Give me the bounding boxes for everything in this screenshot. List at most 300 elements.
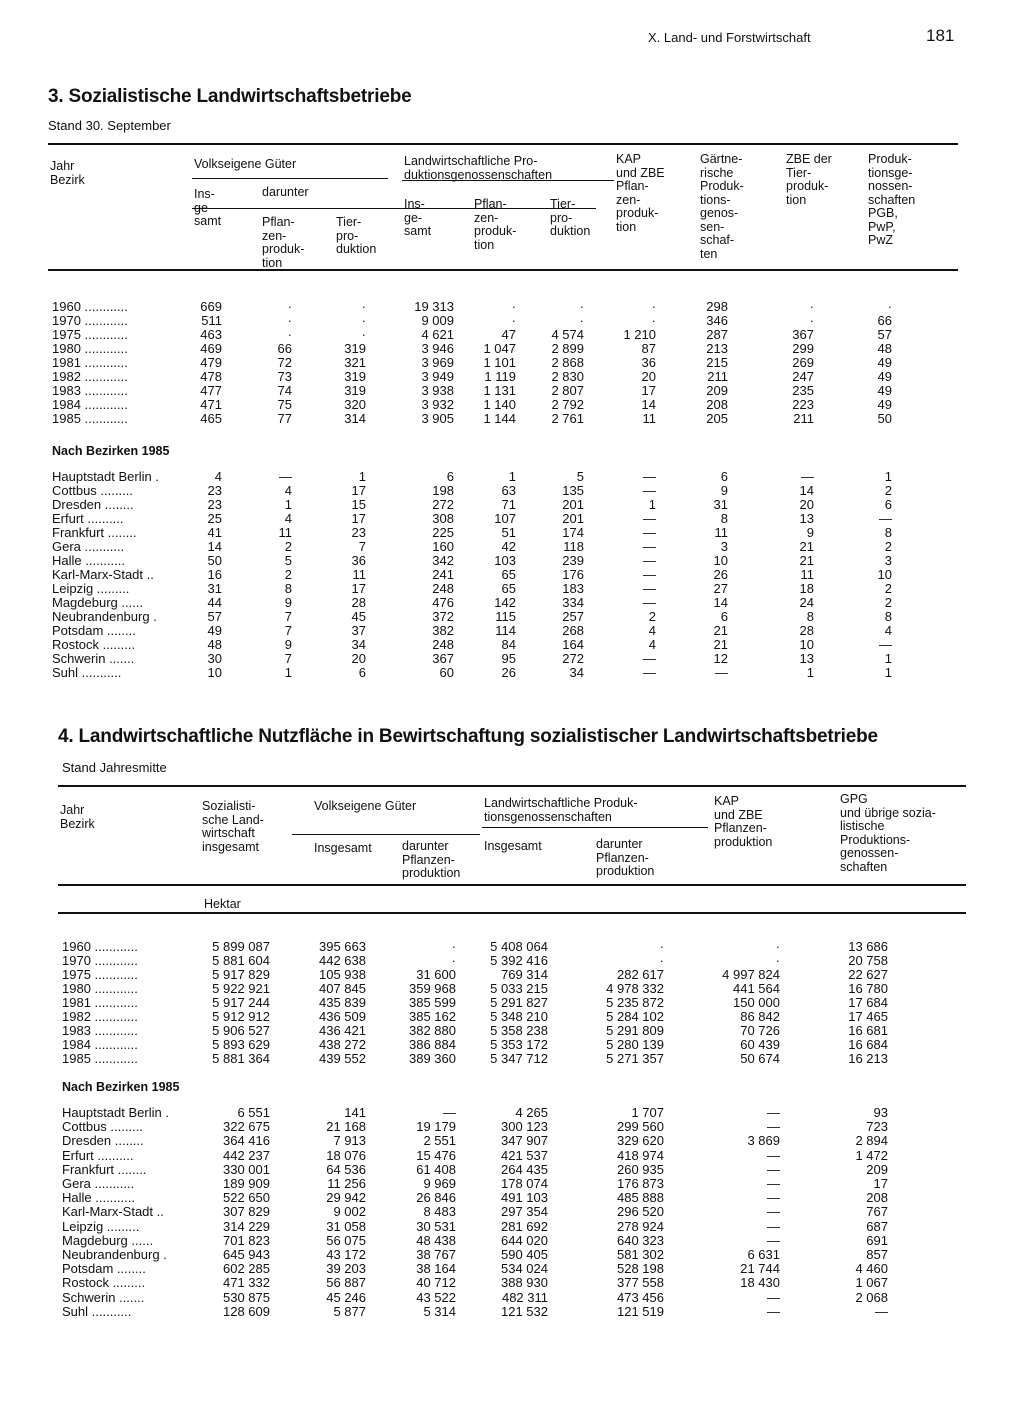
table-cell: — <box>767 1218 780 1234</box>
district-row <box>0 1191 1024 1205</box>
table-cell: 438 272 <box>319 1037 366 1052</box>
row-label: Potsdam ........ <box>62 1262 146 1277</box>
table-cell: 118 <box>563 539 584 554</box>
table-cell: 20 <box>351 651 366 666</box>
table-cell: 45 246 <box>326 1289 366 1305</box>
t4-head-jahr: Jahr Bezirk <box>60 803 95 831</box>
table-cell: 18 076 <box>326 1147 366 1163</box>
table-cell: 321 <box>344 355 366 370</box>
table-cell: 26 846 <box>416 1190 456 1206</box>
table-cell: 347 907 <box>501 1133 548 1149</box>
row-label: Magdeburg ...... <box>52 596 144 610</box>
table3-header-rule <box>48 269 958 271</box>
table-cell: 37 <box>351 623 366 638</box>
table-cell: 3 <box>720 539 728 554</box>
table-cell: 2 868 <box>551 355 584 370</box>
row-label: Gera ........... <box>52 540 125 554</box>
row-label: Leipzig ......... <box>52 582 130 596</box>
table-cell: 465 <box>200 411 222 426</box>
table-cell: 9 002 <box>333 1204 366 1220</box>
district-row <box>0 624 1024 638</box>
table-cell: 84 <box>501 637 516 652</box>
table-cell: 272 <box>562 651 584 666</box>
table-cell: — <box>279 469 292 484</box>
table-cell: 3 <box>884 553 892 568</box>
district-row <box>0 1276 1024 1290</box>
table-cell: · <box>361 313 366 328</box>
table-cell: 66 <box>877 313 892 328</box>
table-cell: 5 912 912 <box>212 1009 270 1024</box>
table-cell: 530 875 <box>223 1289 270 1305</box>
table-cell: 644 020 <box>501 1232 548 1248</box>
table-cell: 7 <box>358 539 366 554</box>
table-cell: 7 913 <box>333 1133 366 1149</box>
table-cell: 471 332 <box>223 1275 270 1291</box>
table-cell: — <box>767 1289 780 1305</box>
year-row <box>0 1038 1024 1052</box>
table-cell: 377 558 <box>617 1275 664 1291</box>
row-label: 1970 ............ <box>62 954 138 968</box>
row-label: 1960 ............ <box>52 300 128 314</box>
table-cell: 439 552 <box>319 1051 366 1066</box>
table-cell: 418 974 <box>617 1147 664 1163</box>
table-cell: 701 823 <box>223 1232 270 1248</box>
table-cell: 372 <box>432 609 454 624</box>
district-row <box>0 1120 1024 1134</box>
table-cell: 11 <box>642 411 656 426</box>
row-label: Potsdam ........ <box>52 624 136 638</box>
t3-head-veg-darunter: darunter <box>262 185 309 199</box>
table-cell: 31 <box>207 581 222 596</box>
table-cell: 640 323 <box>617 1232 664 1248</box>
table-cell: 223 <box>792 397 814 412</box>
table-cell: 77 <box>277 411 292 426</box>
table-cell: 20 <box>799 497 814 512</box>
table-cell: 176 <box>562 567 584 582</box>
row-label: 1985 ............ <box>52 412 128 426</box>
table-cell: 5 881 364 <box>212 1051 270 1066</box>
table-cell: 435 839 <box>319 995 366 1010</box>
table-cell: 2 <box>284 539 292 554</box>
year-row <box>0 996 1024 1010</box>
table-cell: 86 842 <box>740 1009 780 1024</box>
table-cell: 1 <box>648 497 656 512</box>
table-cell: 287 <box>706 327 728 342</box>
table-cell: 64 536 <box>326 1161 366 1177</box>
row-label: Erfurt .......... <box>62 1148 134 1163</box>
table-cell: 17 <box>873 1176 888 1191</box>
table-cell: · <box>887 299 892 314</box>
table-cell: 141 <box>344 1105 366 1120</box>
table-cell: · <box>511 313 516 328</box>
table-cell: 14 <box>799 483 814 498</box>
district-row <box>0 1134 1024 1148</box>
table-cell: 691 <box>866 1232 888 1248</box>
table-cell: 38 767 <box>416 1247 456 1262</box>
table-cell: · <box>511 299 516 314</box>
table-cell: 5 271 357 <box>606 1051 664 1066</box>
table-cell: 282 617 <box>617 967 664 982</box>
table-cell: 17 684 <box>848 995 888 1010</box>
table-cell: 471 <box>200 397 222 412</box>
table-cell: 49 <box>877 383 892 398</box>
table-cell: 50 <box>207 553 222 568</box>
table-cell: 257 <box>562 609 584 624</box>
t4-head-lpg-dar: darunter Pflanzen- produktion <box>596 837 655 878</box>
table-cell: 247 <box>792 369 814 384</box>
table-cell: 208 <box>706 397 728 412</box>
table-cell: — <box>643 595 656 610</box>
t3-head-veg-tier: Tier- pro- duktion <box>336 215 377 256</box>
table-cell: 5 280 139 <box>606 1037 664 1052</box>
table-cell: 5 <box>284 553 292 568</box>
table-cell: 491 103 <box>501 1190 548 1206</box>
table-cell: 268 <box>562 623 584 638</box>
table-cell: 346 <box>706 313 728 328</box>
table-cell: 1 047 <box>483 341 516 356</box>
table3-top-rule <box>48 143 958 145</box>
table-cell: 3 905 <box>421 411 454 426</box>
table-cell: 183 <box>562 581 584 596</box>
table-cell: 10 <box>713 553 728 568</box>
table-cell: 48 <box>207 637 222 652</box>
table-cell: 5 917 829 <box>212 967 270 982</box>
table-cell: 1 131 <box>483 383 516 398</box>
table-cell: 7 <box>284 651 292 666</box>
row-label: Rostock ......... <box>62 1276 146 1291</box>
table-cell: 201 <box>562 497 584 512</box>
table-cell: 211 <box>707 369 728 384</box>
table-cell: 308 <box>432 511 454 526</box>
table-cell: — <box>875 1303 888 1319</box>
table-cell: 8 483 <box>423 1204 456 1220</box>
table-cell: 269 <box>792 355 814 370</box>
table-cell: 581 302 <box>617 1247 664 1262</box>
t4-head-gpg: GPG und übrige sozia- listische Produktions- genossen- schaften <box>840 792 936 874</box>
table-cell: 687 <box>866 1218 888 1234</box>
table-cell: 319 <box>344 341 366 356</box>
table-cell: · <box>287 299 292 314</box>
table-cell: 5 291 809 <box>606 1023 664 1038</box>
table-cell: 135 <box>562 483 584 498</box>
table-cell: 436 509 <box>319 1009 366 1024</box>
row-label: 1984 ............ <box>52 398 128 412</box>
t3-head-kap: KAP und ZBE Pflan- zen- produk- tion <box>616 152 665 234</box>
table-cell: 50 674 <box>740 1051 780 1066</box>
table-cell: 26 <box>501 665 516 680</box>
table-cell: — <box>879 511 892 526</box>
table-cell: 1 <box>884 651 892 666</box>
table-cell: 18 <box>799 581 814 596</box>
table-cell: 17 <box>351 511 366 526</box>
table-cell: 2 <box>884 539 892 554</box>
year-row <box>0 412 1024 426</box>
table-cell: 107 <box>494 511 516 526</box>
table-cell: 13 686 <box>848 939 888 954</box>
table3-subtitle: Stand 30. September <box>48 118 171 133</box>
row-label: 1970 ............ <box>52 314 128 328</box>
table-cell: 105 938 <box>319 967 366 982</box>
table-cell: · <box>651 299 656 314</box>
table-cell: 176 873 <box>617 1176 664 1191</box>
table-cell: · <box>451 939 456 954</box>
table-cell: 442 638 <box>319 953 366 968</box>
table-cell: 1 144 <box>483 411 516 426</box>
table-cell: — <box>879 637 892 652</box>
table-cell: · <box>659 953 664 968</box>
row-label: 1982 ............ <box>52 370 128 384</box>
table-cell: 70 726 <box>740 1023 780 1038</box>
year-row <box>0 940 1024 954</box>
table-cell: 27 <box>713 581 728 596</box>
table-cell: 1 <box>884 469 892 484</box>
table-cell: 478 <box>200 369 222 384</box>
table-cell: · <box>809 313 814 328</box>
table-cell: 44 <box>207 595 222 610</box>
t4-head-soz: Sozialisti- sche Land- wirtschaft insgesamt <box>202 799 264 854</box>
table-cell: 359 968 <box>409 981 456 996</box>
table-cell: 1 707 <box>631 1105 664 1120</box>
table-cell: 4 574 <box>551 327 584 342</box>
t4-head-lpg: Landwirtschaftliche Produk- tionsgenossenschaften <box>484 796 638 824</box>
table-cell: 5 033 215 <box>490 981 548 996</box>
table-cell: 74 <box>277 383 292 398</box>
t3-head-lpg-tier: Tier- pro- duktion <box>550 197 591 238</box>
t3-head-veg: Volkseigene Güter <box>194 157 297 171</box>
table-cell: 314 <box>344 411 366 426</box>
year-row <box>0 314 1024 328</box>
table-cell: 1 <box>884 665 892 680</box>
row-label: Magdeburg ...... <box>62 1233 154 1248</box>
table-cell: 2 792 <box>551 397 584 412</box>
table-cell: 241 <box>432 567 454 582</box>
table-cell: 14 <box>207 539 222 554</box>
table-cell: 31 <box>713 497 728 512</box>
table-cell: 2 807 <box>551 383 584 398</box>
table-cell: 1 067 <box>855 1275 888 1291</box>
table-cell: — <box>767 1105 780 1120</box>
table-cell: 47 <box>501 327 516 342</box>
table-cell: 367 <box>432 651 454 666</box>
district-row <box>0 1305 1024 1319</box>
table3-title: 3. Sozialistische Landwirtschaftsbetriebe <box>48 86 412 107</box>
table-cell: 2 068 <box>855 1289 888 1305</box>
table-cell: 723 <box>866 1119 888 1135</box>
table-cell: 13 <box>799 651 814 666</box>
table-cell: 4 997 824 <box>722 967 780 982</box>
table-cell: 51 <box>501 525 516 540</box>
year-row <box>0 1010 1024 1024</box>
table-cell: — <box>643 581 656 596</box>
table-cell: 23 <box>207 483 222 498</box>
table-cell: 1 <box>284 497 292 512</box>
table-cell: 2 <box>884 581 892 596</box>
table-cell: 10 <box>799 637 814 652</box>
table-cell: 1 119 <box>484 369 516 384</box>
district-row <box>0 1205 1024 1219</box>
table-cell: 442 237 <box>223 1147 270 1163</box>
t3-head-pgb: Produk- tionsge- nossen- schaften PGB, PwP, PwZ <box>868 152 916 247</box>
table-cell: 71 <box>501 497 516 512</box>
table-cell: — <box>643 539 656 554</box>
table-cell: 215 <box>706 355 728 370</box>
table-cell: · <box>659 939 664 954</box>
table-cell: 307 829 <box>223 1204 270 1220</box>
table-cell: 300 123 <box>501 1119 548 1135</box>
table-cell: 3 938 <box>421 383 454 398</box>
district-row <box>0 1248 1024 1262</box>
table-cell: 22 627 <box>848 967 888 982</box>
district-row <box>0 666 1024 680</box>
row-label: Schwerin ....... <box>52 652 135 666</box>
table-cell: 8 <box>284 581 292 596</box>
table-cell: 479 <box>200 355 222 370</box>
table-cell: 39 203 <box>326 1261 366 1277</box>
table-cell: 5 <box>576 469 584 484</box>
t3-head-lpg: Landwirtschaftliche Pro- duktionsgenossenschaften <box>404 154 553 182</box>
table-cell: 9 <box>720 483 728 498</box>
table-cell: 441 564 <box>733 981 780 996</box>
table-cell: 8 <box>806 609 814 624</box>
table-cell: 21 168 <box>326 1119 366 1135</box>
row-label: 1983 ............ <box>52 384 128 398</box>
table-cell: 482 311 <box>501 1289 548 1305</box>
table-cell: 2 <box>648 609 656 624</box>
table-cell: 296 520 <box>617 1204 664 1220</box>
table-cell: 189 909 <box>223 1176 270 1191</box>
table-cell: — <box>643 525 656 540</box>
table-cell: — <box>643 567 656 582</box>
table-cell: 11 <box>800 567 814 582</box>
table-cell: 17 <box>351 483 366 498</box>
year-row <box>0 398 1024 412</box>
table-cell: 3 969 <box>421 355 454 370</box>
table-cell: 5 899 087 <box>212 939 270 954</box>
table-cell: 389 360 <box>409 1051 456 1066</box>
table3-section-label: Nach Bezirken 1985 <box>52 444 170 458</box>
row-label: Dresden ........ <box>52 498 134 512</box>
table-cell: 8 <box>720 511 728 526</box>
row-label: 1984 ............ <box>62 1038 138 1052</box>
row-label: Hauptstadt Berlin . <box>62 1106 169 1120</box>
table-cell: 174 <box>562 525 584 540</box>
table-cell: 42 <box>501 539 516 554</box>
table-cell: 17 465 <box>848 1009 888 1024</box>
table-cell: 10 <box>207 665 222 680</box>
table-cell: 9 <box>284 637 292 652</box>
table-cell: 24 <box>799 595 814 610</box>
year-row <box>0 300 1024 314</box>
table-cell: 41 <box>207 525 222 540</box>
table-cell: 382 <box>432 623 454 638</box>
table-cell: 30 <box>207 651 222 666</box>
table-cell: 209 <box>706 383 728 398</box>
t3-head-veg-ins: Ins- ge- samt <box>194 187 222 228</box>
row-label: Dresden ........ <box>62 1134 144 1149</box>
table-cell: 36 <box>641 355 656 370</box>
table4-subtitle: Stand Jahresmitte <box>62 760 167 775</box>
table-cell: 5 291 827 <box>490 995 548 1010</box>
district-row <box>0 1291 1024 1305</box>
table-cell: 3 949 <box>421 369 454 384</box>
district-row <box>0 554 1024 568</box>
table-cell: 5 408 064 <box>490 939 548 954</box>
row-label: 1981 ............ <box>62 996 138 1010</box>
table-cell: 299 <box>792 341 814 356</box>
table-cell: 31 600 <box>416 967 456 982</box>
table-cell: 385 599 <box>409 995 456 1010</box>
table-cell: 28 <box>351 595 366 610</box>
table-cell: 299 560 <box>617 1119 664 1135</box>
table-cell: 4 <box>214 469 222 484</box>
table-cell: 103 <box>494 553 516 568</box>
district-row <box>0 610 1024 624</box>
table-cell: 2 761 <box>551 411 584 426</box>
year-row <box>0 384 1024 398</box>
table-cell: 65 <box>501 567 516 582</box>
table-cell: 477 <box>200 383 222 398</box>
table-cell: 73 <box>277 369 292 384</box>
table-cell: 5 348 210 <box>490 1009 548 1024</box>
table-cell: 43 522 <box>416 1289 456 1305</box>
table-cell: — <box>643 651 656 666</box>
table-cell: 208 <box>866 1190 888 1206</box>
table-cell: 388 930 <box>501 1275 548 1291</box>
year-row <box>0 356 1024 370</box>
table-cell: 16 684 <box>848 1037 888 1052</box>
row-label: 1983 ............ <box>62 1024 138 1038</box>
table-cell: 61 408 <box>416 1161 456 1177</box>
row-label: Cottbus ......... <box>62 1120 143 1135</box>
table-cell: 36 <box>351 553 366 568</box>
table-cell: 75 <box>277 397 292 412</box>
table-cell: 5 392 416 <box>490 953 548 968</box>
table-cell: 209 <box>866 1161 888 1177</box>
row-label: 1960 ............ <box>62 940 138 954</box>
table-cell: 19 179 <box>416 1119 456 1135</box>
table-cell: 21 <box>799 539 814 554</box>
table-cell: 21 <box>713 637 728 652</box>
table-cell: 669 <box>200 299 222 314</box>
table-cell: 121 519 <box>617 1303 664 1319</box>
district-row <box>0 1234 1024 1248</box>
table-cell: 115 <box>495 609 516 624</box>
table3-veg-rule <box>192 178 388 179</box>
table-cell: 297 354 <box>501 1204 548 1220</box>
table-cell: — <box>643 553 656 568</box>
table-cell: 281 692 <box>501 1218 548 1234</box>
table-cell: 5 284 102 <box>606 1009 664 1024</box>
table-cell: · <box>579 299 584 314</box>
table-cell: · <box>809 299 814 314</box>
row-label: Schwerin ....... <box>62 1290 145 1305</box>
row-label: 1980 ............ <box>62 982 138 996</box>
table-cell: 19 313 <box>414 299 454 314</box>
table-cell: 66 <box>277 341 292 356</box>
table-cell: — <box>801 469 814 484</box>
table-cell: 857 <box>866 1247 888 1262</box>
table-cell: 205 <box>706 411 728 426</box>
t4-head-veg: Volkseigene Güter <box>314 799 417 813</box>
table-cell: 121 532 <box>501 1303 548 1319</box>
table-cell: 9 <box>806 525 814 540</box>
table-cell: 9 009 <box>421 313 454 328</box>
table4-unit-rule <box>58 912 966 914</box>
table-cell: 407 845 <box>319 981 366 996</box>
district-row <box>0 526 1024 540</box>
table4-title: 4. Landwirtschaftliche Nutzfläche in Bewirtschaftung sozialistischer Landwirtschaftsbetriebe <box>58 726 878 747</box>
table-cell: 769 314 <box>501 967 548 982</box>
